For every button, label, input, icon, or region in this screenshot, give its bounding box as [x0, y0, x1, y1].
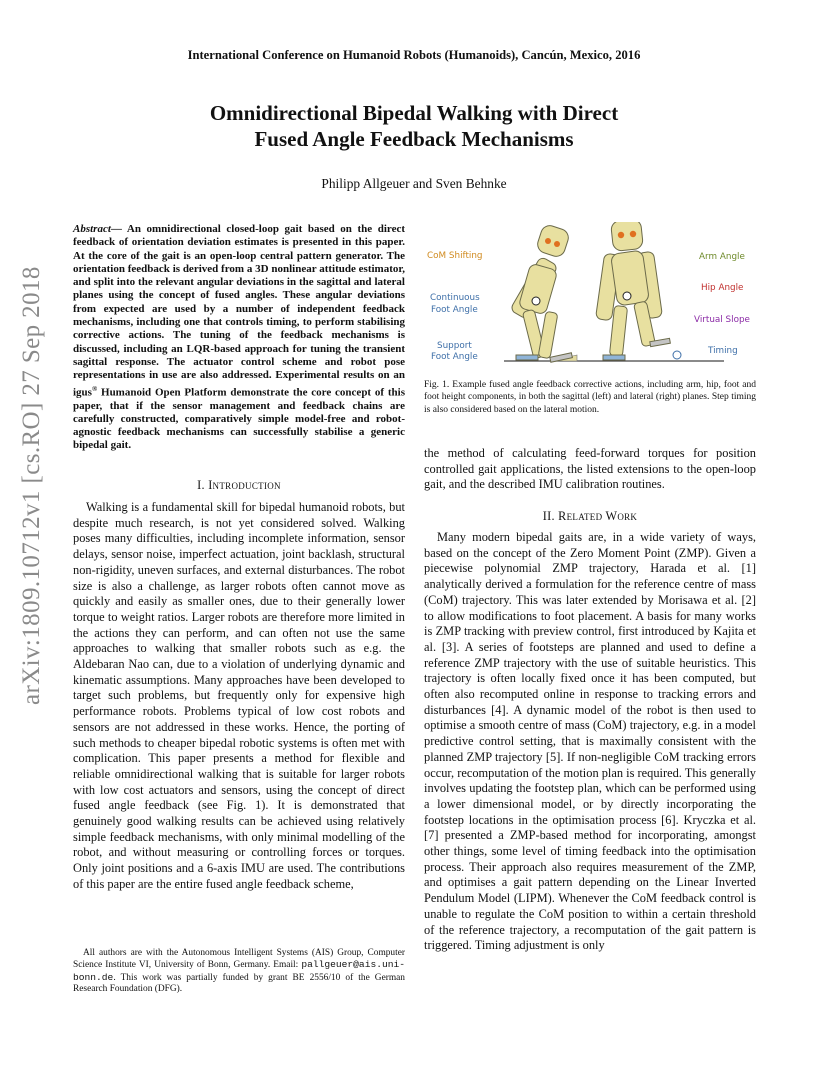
- robot-right-eye: [630, 231, 636, 237]
- conference-header: International Conference on Humanoid Robots (Humanoids), Cancún, Mexico, 2016: [187, 48, 641, 62]
- related-work-body: [424, 530, 756, 954]
- robot-right-head: [611, 222, 644, 251]
- authors: Philipp Allgeuer and Sven Behnke: [321, 176, 507, 191]
- robot-left-eye: [554, 241, 560, 247]
- abstract-text-after: Humanoid Open Platform demonstrate the core concept of this paper, that if the sensor management and feedback chains are carefully constructed, comparatively simple model-free and robot-agnostic feedback mechanisms can successfully stabilise a generic bipedal gait.: [73, 386, 405, 452]
- robot-left-head: [535, 223, 570, 258]
- intro-continuation-paragraph: the method of calculating feed-forward torques for position controlled gait applications, the listed extensions to the open-loop gait, and the described IMU calibration routines.: [424, 446, 756, 492]
- arxiv-stamp: arXiv:1809.10712v1 [cs.RO] 27 Sep 2018: [18, 266, 45, 705]
- paper-title: [100, 100, 728, 152]
- abstract-dash: —: [110, 223, 127, 235]
- title-line-1: Omnidirectional Bipedal Walking with Direct: [209, 101, 619, 125]
- label-virtual-slope: Virtual Slope: [694, 315, 750, 325]
- label-support: Support: [437, 341, 472, 351]
- footnote-email: pallgeuer@ais.uni-bonn.de: [73, 959, 405, 983]
- label-continuous: Continuous: [430, 293, 480, 303]
- label-arm-angle: Arm Angle: [699, 252, 745, 262]
- robot-left-figure: [510, 223, 573, 362]
- label-support-foot-angle: Foot Angle: [431, 352, 478, 362]
- abstract-label: Abstract: [73, 223, 111, 235]
- figure-caption: Fig. 1. Example fused angle feedback corrective actions, including arm, hip, foot and foot height components, in both the sagittal (left) and lateral (right) planes. Step timing is also considered based on the lateral motion.: [424, 380, 756, 415]
- abstract-text: An omnidirectional closed-loop gait based on the direct feedback of orientation deviation estimates is presented in this paper. At the core of the gait is an open-loop central pattern generator. The orientation feedback is derived from a 3D nonlinear attitude estimator, and split into the relevant angular deviations in the sagittal and lateral planes using the concept of fused angles. These angular deviations from expected are used by a number of independent feedback mechanisms, including one that controls timing, to perform stabilising corrective actions. The tuning of the feedback mechanisms is discussed, including an LQR-based approach for tuning the transient sagittal response. The actuator control scheme and robot pose representations in use are also addressed. Experimental results on an igus: [73, 223, 405, 399]
- robot-left-eye: [545, 238, 551, 244]
- timing-clock-icon: [673, 351, 681, 359]
- section-title: Introduction: [208, 478, 281, 492]
- com-marker-right: [623, 292, 631, 300]
- label-com-shifting: CoM Shifting: [427, 251, 483, 261]
- com-marker-left: [532, 297, 540, 305]
- section-number: I.: [197, 478, 209, 492]
- robot-left-leg: [538, 311, 558, 358]
- title-line-2: Fused Angle Feedback Mechanisms: [254, 127, 574, 151]
- section-heading-related-work: [424, 509, 756, 524]
- label-hip-angle: Hip Angle: [701, 283, 744, 293]
- footnote-text-after: . This work was partially funded by grant BE 2556/10 of the German Research Foundation (DFG).: [73, 972, 405, 995]
- intro-body: [73, 500, 405, 893]
- robot-left-torso: [518, 263, 558, 315]
- footnote-text: All authors are with the Autonomous Intelligent Systems (AIS) Group, Computer Science Institute VI, University of Bonn, Germany. Email:: [73, 948, 405, 971]
- label-timing: Timing: [708, 346, 738, 356]
- section-heading-introduction: [73, 478, 405, 493]
- label-continuous-foot-angle: Foot Angle: [431, 305, 478, 315]
- footnote: [73, 948, 405, 996]
- robot-right-foot: [603, 355, 625, 360]
- section-title: Related Work: [558, 509, 638, 523]
- intro-paragraph: Walking is a fundamental skill for bipedal humanoid robots, but despite much research, is not yet considered solved. Walking poses many difficulties, including incomplete information, sensor delays, sensor noise, imperfect actuation, joint backlash, structural non-rigidity, uneven surfaces, and external disturbances. The robot size is also a challenge, as larger robots often cannot move as quickly and easily as smaller ones, due to their generally lower torque to weight ratios. Larger robots are therefore more limited in the actions they can perform, and can often not use the same approaches to walking that smaller robots such as e.g. the Aldebaran Nao can, due to a violation of underlying dynamic and kinematic assumptions. Many approaches have been developed to target such problems, but frequently only for expensive high performance robots. Problems typical of low cost robots and sensors are not addressed in these works. Hence, the porting of such methods to cheaper bipedal robotic systems is often met with complication. This paper presents a method for flexible and reliable omnidirectional walking that is suitable for larger robots with low cost actuators and sensors, using the concept of direct fused angle feedback (see Fig. 1). It is demonstrated that genuinely good walking results can be achieved using relatively simple feedback mechanisms, with only minimal modelling of the robot, and without measuring or controlling forces or torques. Only joint positions and a 6-axis IMU are used. The contributions of this paper are the entire fused angle feedback scheme,: [73, 500, 405, 891]
- registered-mark: ®: [91, 384, 98, 393]
- figure-1: [424, 222, 758, 372]
- robot-right-eye: [618, 232, 624, 238]
- abstract: [73, 223, 405, 453]
- section-number: II.: [542, 509, 559, 523]
- robot-right-figure: [595, 222, 681, 360]
- intro-continuation: [424, 446, 756, 493]
- related-work-paragraph: Many modern bipedal gaits are, in a wide variety of ways, based on the concept of the Zero Moment Point (ZMP). Given a piecewise polynomial ZMP trajectory, Harada et al. [1] analytically derived a formulation for the reference centre of mass (CoM) trajectory. This was later extended by Morisawa et al. [2] to allow modifications to foot placement. A basis for many works is ZMP tracking with preview control, first introduced by Kajita et al. [3]. A series of footsteps are planned and used to define a reference ZMP trajectory with the use of suitable heuristics. This trajectory is often locally fixed once it has been computed, but often also recomputed online in response to tracking errors and disturbances [4]. A dynamic model of the robot is then used to optimise a smooth centre of mass (CoM) trajectory, e.g. in a model predictive control setting, that is maximally consistent with the planned ZMP trajectory [5]. If non-negligible CoM tracking errors occur, recomputation of the motion plan is required. This generally involves updating the footstep plan, which can be performed using a lower dimensional model, or by directly incorporating the footstep locations in the optimisation process [6]. Kryczka et al. [7] presented a ZMP-based method for incorporating, amongst other things, some level of timing feedback into the optimisation process. Their approach also requires measurement of the ZMP, and optimises a gait pattern depending on the Linear Inverted Pendulum Model (LIPM). Whenever the CoM feedback control is unable to regulate the CoM position to within a certain threshold of the reference trajectory, a recomputation of the gait pattern is triggered. Timing adjustment is only: [424, 530, 757, 953]
- robot-left-foot: [516, 355, 538, 360]
